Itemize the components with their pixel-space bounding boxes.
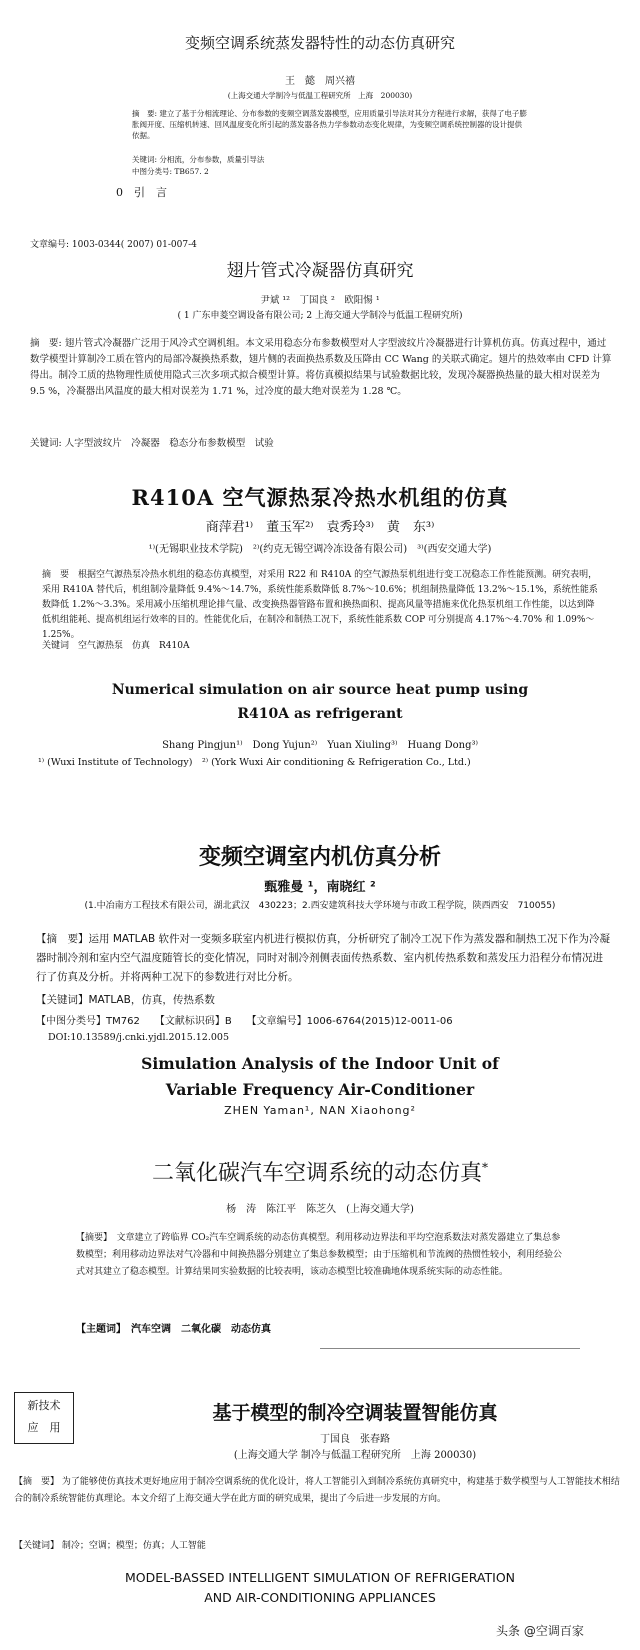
paper4-doi: DOI:10.13589/j.cnki.yjdl.2015.12.005	[48, 1032, 229, 1043]
paper4-en-title-2: Variable Frequency Air-Conditioner	[165, 1080, 475, 1099]
paper5-keywords: 【主题词】 汽车空调 二氧化碳 动态仿真	[76, 1324, 271, 1335]
paper3-affiliation: ¹⁾(无锡职业技术学院) ²⁾(约克无锡空调冷冻设备有限公司) ³⁾(西安交通大学)	[148, 544, 492, 555]
paper6-abstract: 【摘 要】 为了能够使仿真技术更好地应用于制冷空调系统的优化设计，将人工智能引入到制冷系统仿真研究中，构建基于数学模型与人工智能技术相结合的制冷系统智能仿真理论。本文介绍了上海交通大学在此方面的研究成果，提出了今后进一步发展的方向。	[14, 1477, 620, 1504]
paper6-column-tag-text: 新技术 应 用	[27, 1399, 61, 1434]
paper3-title: R410A 空气源热泵冷热水机组的仿真	[131, 485, 509, 510]
paper4-title: 变频空调室内机仿真分析	[198, 845, 441, 870]
paper4-keywords: 【关键词】MATLAB，仿真，传热系数	[36, 994, 215, 1006]
paper6-title: 基于模型的制冷空调装置智能仿真	[212, 1402, 498, 1424]
paper5-abstract: 【摘要】 文章建立了跨临界 CO₂汽车空调系统的动态仿真模型。利用移动边界法和平均空泡系数法对蒸发器建立了集总参数模型；利用移动边界法对气冷器和中间换热器分别建立了集总参数模型；由于压缩机和节流阀的热惯性较小，利用经验公式对其建立了稳态模型。计算结果同实验数据的比较表明，该动态模型比较准确地体现系统实际的动态性能。	[76, 1233, 563, 1277]
paper6-authors: 丁国良 张春路	[320, 1434, 390, 1445]
paper1	[0, 0, 640, 208]
paper5	[0, 1140, 640, 1374]
paper4-en-authors: ZHEN Yaman¹, NAN Xiaohong²	[224, 1104, 416, 1117]
paper2-abstract: 摘 要: 翅片管式冷凝器广泛用于风冷式空调机组。本文采用稳态分布参数模型对人字型波纹片冷凝器进行计算机仿真。仿真过程中，通过数学模型计算制冷工质在管内的局部冷凝换热系数，翅片侧的表面换热系数及压降由 CC Wang 的关联式确定。翅片的热效率由 CFD 计算得出。制冷工质的热物理性质使用隐式三次多项式拟合模型计算。将仿真模拟结果与试验数据比较，发现冷凝器换热量的最大相对误差为 9.5 %，冷凝器出风温度的最大相对误差为 1.71 %，过冷度的最大绝对误差为 1.28 ℃。	[30, 338, 612, 397]
paper4-clc: 【中图分类号】TM762 【文献标识码】B 【文章编号】1006-6764(2015)12-0011-06	[36, 1016, 453, 1027]
paper2-article-no: 文章编号: 1003-0344( 2007) 01-007-4	[30, 240, 197, 250]
paper4-abstract: 【摘 要】运用 MATLAB 软件对一变频多联室内机进行模拟仿真，分析研究了制冷工况下作为蒸发器和制热工况下作为冷凝器时制冷剂和室内空气温度随管长的变化情况，同时对制冷剂侧表面传热系数、室内机传热系数和蒸发压力沿程分布情况进行了仿真及分析。并将两种工况下的参数进行对比分析。	[36, 933, 610, 983]
paper4	[0, 826, 640, 1116]
paper4-authors: 甄雅曼 ¹，南晓红 ²	[264, 880, 376, 895]
paper3-en-title-2: R410A as refrigerant	[237, 706, 403, 722]
paper1-clc: 中图分类号: TB657. 2	[132, 167, 209, 176]
paper2-keywords: 关键词: 人字型波纹片 冷凝器 稳态分布参数模型 试验	[30, 438, 274, 449]
paper6-en-title-2: AND AIR-CONDITIONING APPLIANCES	[204, 1590, 436, 1605]
paper1-title: 变频空调系统蒸发器特性的动态仿真研究	[184, 34, 455, 52]
paper1-keywords: 关键词: 分相流，分布参数，质量引导法	[132, 155, 265, 164]
paper6-en-title-1: MODEL-BASSED INTELLIGENT SIMULATION OF REFRIGERATION	[124, 1570, 516, 1585]
paper4-en-authors-row	[0, 1104, 640, 1128]
paper1-affiliation: (上海交通大学制冷与低温工程研究所 上海 200030)	[227, 91, 413, 100]
paper3-en-affiliation: ¹⁾ (Wuxi Institute of Technology) ²⁾ (York Wuxi Air conditioning & Refrigeration Co., Ltd.)	[38, 757, 471, 768]
paper6-column-tag	[14, 1392, 74, 1444]
paper3-en-authors: Shang Pingjun¹⁾ Dong Yujun²⁾ Yuan Xiuling³⁾ Huang Dong³⁾	[162, 740, 478, 751]
paper3-abstract: 摘 要 根据空气源热泵冷热水机组的稳态仿真模型，对采用 R22 和 R410A 的空气源热泵机组进行变工况稳态工作性能预测。研究表明，采用 R410A 替代后，机组制冷量降低 9.4%～14.7%，系统性能系数降低 8.7%～10.6%；机组制热量降低 13.2%～15.1%，系统性能系数降低 1.2%～3.3%。采用减小压缩机理论排气量、改变换热器管路布置和换热面积、提高风量等措施来优化热泵机组工作性能，以达到降低机组能耗、提高机组运行效率的目的。性能优化后，在制冷和制热工况下，系统性能系数 COP 可分别提高 4.17%～4.70% 和 1.09%～1.25%。	[42, 570, 598, 640]
paper2-authors: 尹斌 ¹² 丁国良 ² 欧阳惕 ¹	[260, 295, 380, 306]
paper6-keywords: 【关键词】 制冷；空调；模型；仿真；人工智能	[14, 1541, 206, 1551]
watermark: 头条 @空调百家	[496, 1624, 584, 1638]
paper3	[0, 470, 640, 826]
paper4-en-title-1: Simulation Analysis of the Indoor Unit of	[141, 1054, 499, 1073]
paper2-affiliation: ( 1 广东申菱空调设备有限公司; 2 上海交通大学制冷与低温工程研究所)	[177, 311, 463, 321]
paper5-title-mark: *	[482, 1160, 488, 1175]
paper5-authors: 杨 涛 陈江平 陈芝久 (上海交通大学)	[226, 1204, 414, 1215]
paper6	[0, 1374, 640, 1650]
paper1-abstract: 摘 要: 建立了基于分相流理论、分布参数的变频空调蒸发器模型，应用质量引导法对其分方程进行求解，获得了电子膨胀阀开度、压缩机转速、回风温度变化所引起的蒸发器各热力学参数动态变化规律，为变频空调系统控制器的设计提供依据。	[132, 109, 527, 140]
paper3-keywords: 关键词 空气源热泵 仿真 R410A	[42, 641, 190, 651]
paper2	[0, 208, 640, 470]
paper5-cutoff-line	[320, 1348, 580, 1349]
paper5-title-row	[0, 1156, 640, 1187]
paper3-authors: 商萍君¹⁾ 董玉军²⁾ 袁秀玲³⁾ 黄 东³⁾	[205, 520, 435, 535]
paper5-title: 二氧化碳汽车空调系统的动态仿真	[151, 1161, 482, 1186]
paper1-authors: 王 懿 周兴禧	[285, 76, 355, 87]
paper4-affiliation: (1.中冶南方工程技术有限公司，湖北武汉 430223；2.西安建筑科技大学环境与市政工程学院，陕西西安 710055)	[84, 901, 556, 911]
paper1-section-heading: 0 引 言	[116, 186, 167, 199]
paper3-en-title-1: Numerical simulation on air source heat pump using	[111, 682, 529, 698]
paper6-affiliation: (上海交通大学 制冷与低温工程研究所 上海 200030)	[233, 1450, 477, 1461]
paper2-title: 翅片管式冷凝器仿真研究	[226, 261, 414, 281]
